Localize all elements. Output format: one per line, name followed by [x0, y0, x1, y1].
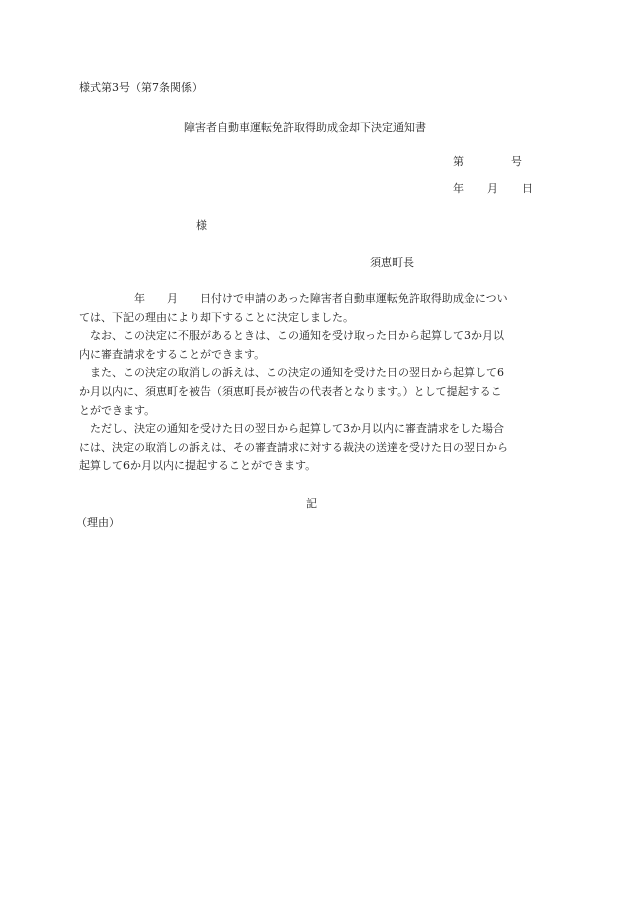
reason-label: （理由） [76, 516, 120, 529]
body-line: ただし、決定の通知を受けた日の翌日から起算して3か月以内に審査請求をした場合 [79, 422, 504, 436]
body-line: また、この決定の取消しの訴えは、この決定の通知を受けた日の翌日から起算して6 [79, 366, 504, 380]
body-line: とができます。 [79, 403, 156, 417]
date-year: 年 [453, 182, 464, 195]
body-line: 内に審査請求をすることができます。 [79, 347, 266, 361]
notice-body [79, 290, 551, 476]
date-day: 日 [522, 182, 533, 195]
recipient-suffix: 様 [196, 219, 207, 232]
doc-number-suffix: 号 [511, 155, 522, 168]
document-title: 障害者自動車運転免許取得助成金却下決定通知書 [184, 121, 426, 134]
body-line: 起算して6か月以内に提起することができます。 [79, 459, 317, 473]
body-line: か月以内に、須恵町を被告（須恵町長が被告の代表者となります。）として提起するこ [79, 384, 502, 398]
body-line: ては、下記の理由により却下することに決定しました。 [79, 310, 354, 324]
form-label: 様式第3号（第7条関係） [79, 81, 203, 94]
body-line: なお、この決定に不服があるときは、この通知を受け取った日から起算して3か月以 [79, 329, 504, 343]
date-month: 月 [487, 182, 498, 195]
body-line: 年 月 日付けで申請のあった障害者自動車運転免許取得助成金につい [79, 292, 508, 305]
doc-number-prefix: 第 [453, 155, 464, 168]
issuer-name: 須恵町長 [370, 256, 414, 269]
body-line: には、決定の取消しの訴えは、その審査請求に対する裁決の送達を受けた日の翌日から [79, 440, 508, 454]
ki-heading: 記 [306, 497, 317, 510]
